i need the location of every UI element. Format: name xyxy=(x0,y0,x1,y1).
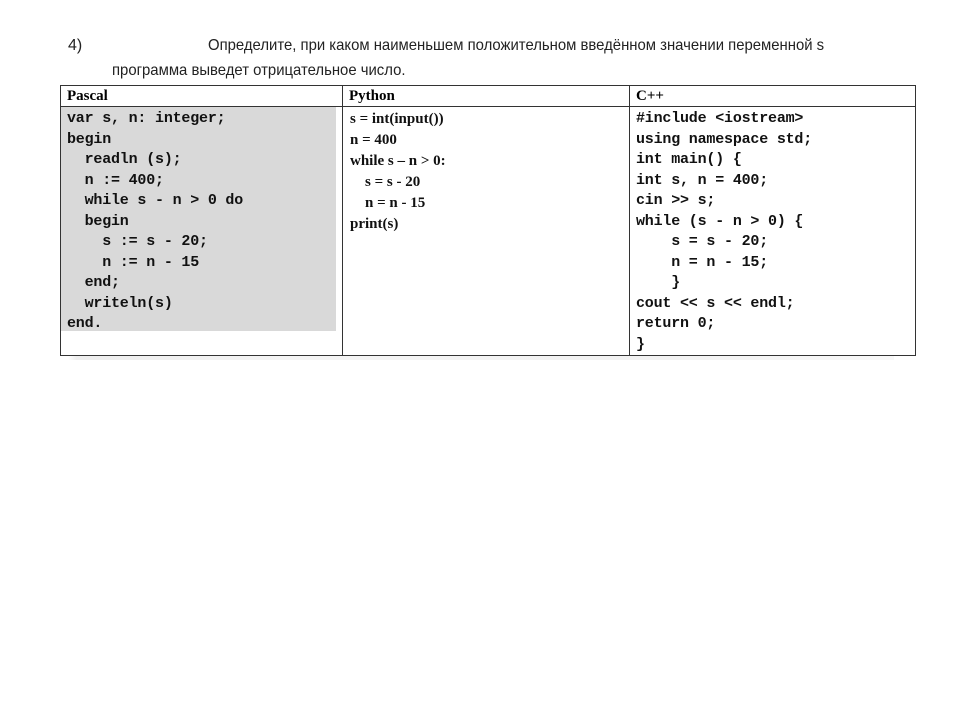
pascal-code-line: begin xyxy=(67,212,129,230)
cpp-code-line: } xyxy=(636,335,645,353)
cpp-code-line: } xyxy=(636,274,681,291)
task-number: 4) xyxy=(68,37,83,54)
pascal-code-line: s := s - 20; xyxy=(67,233,208,250)
pascal-code-line: var s, n: integer; xyxy=(67,110,226,127)
python-code-line: s = int(input()) xyxy=(350,111,444,127)
cpp-code-line: cout << s << endl; xyxy=(636,294,795,312)
pascal-code-line: end. xyxy=(67,315,103,332)
cpp-code-line: n = n - 15; xyxy=(636,253,769,271)
pascal-code-line: n := 400; xyxy=(67,171,164,189)
cpp-code-line: #include <iostream> xyxy=(636,110,804,127)
header-python: Python xyxy=(343,86,630,107)
task-text-line-2: программа выведет отрицательное число. xyxy=(112,62,406,79)
cpp-code-line: int main() { xyxy=(636,151,742,168)
header-pascal: Pascal xyxy=(61,86,343,107)
pascal-code-line: while s - n > 0 do xyxy=(67,192,244,209)
cpp-code-line: cin >> s; xyxy=(636,192,716,209)
cpp-code-line: int s, n = 400; xyxy=(636,171,769,189)
pascal-code-cell xyxy=(61,107,343,356)
task-text-line-1: Определите, при каком наименьшем положительном введённом значении переменной s xyxy=(208,37,825,54)
python-code-block xyxy=(343,107,629,235)
python-code-line: n = 400 xyxy=(350,132,397,148)
cropped-next-line-remnant xyxy=(60,356,894,360)
pascal-code-line: begin xyxy=(67,130,112,148)
python-code-line: s = s - 20 xyxy=(350,174,421,190)
pascal-code-line: readln (s); xyxy=(67,151,182,168)
cpp-code-block xyxy=(630,107,915,355)
pascal-code-line: n := n - 15 xyxy=(67,253,200,271)
pascal-code-line: end; xyxy=(67,274,120,291)
code-table xyxy=(60,85,916,356)
cpp-code-line: while (s - n > 0) { xyxy=(636,212,804,230)
python-code-cell xyxy=(343,107,630,356)
python-code-line: print(s) xyxy=(350,216,399,232)
table-header-row xyxy=(61,86,916,107)
pascal-code-block xyxy=(61,107,336,331)
table-code-row xyxy=(61,107,916,356)
header-cpp: C++ xyxy=(630,86,916,107)
python-code-line: while s – n > 0: xyxy=(350,153,446,169)
cpp-code-line: return 0; xyxy=(636,315,716,332)
cpp-code-line: using namespace std; xyxy=(636,130,813,148)
cpp-code-cell xyxy=(630,107,916,356)
cpp-code-line: s = s - 20; xyxy=(636,233,769,250)
pascal-code-line: writeln(s) xyxy=(67,294,173,312)
python-code-line: n = n - 15 xyxy=(350,195,426,211)
